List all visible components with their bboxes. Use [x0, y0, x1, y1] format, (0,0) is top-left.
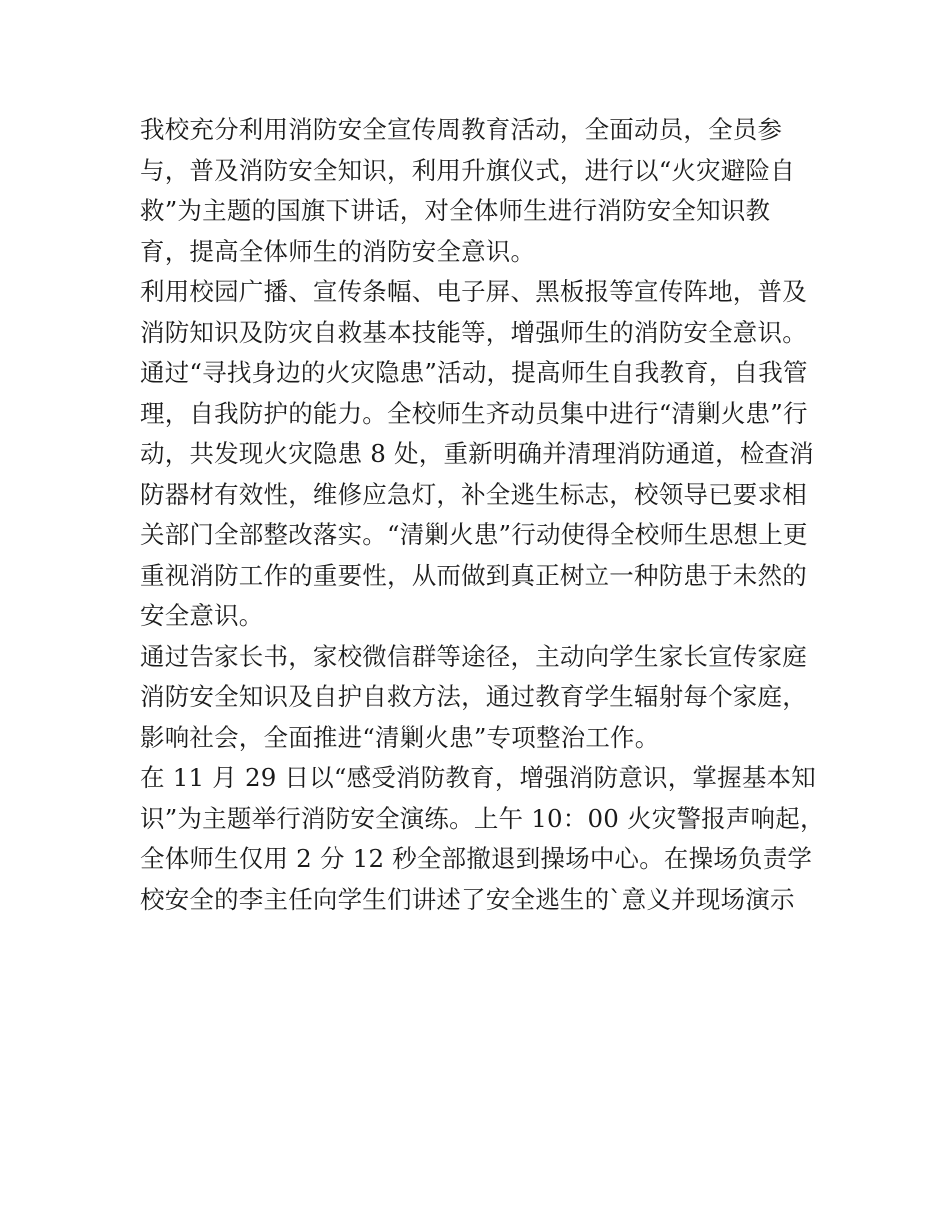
text-line: 我校充分利用消防安全宣传周教育活动，全面动员，全员参 [140, 115, 783, 144]
text-line: 与，普及消防安全知识，利用升旗仪式，进行以“火灾避险自 [140, 155, 795, 185]
text-line: 在 11 月 29 日以“感受消防教育，增强消防意识，掌握基本知 [140, 763, 816, 792]
text-line: 通过“寻找身边的火灾隐患”活动，提高师生自我教育，自我管 [140, 358, 808, 387]
text-line: 消防知识及防灾自救基本技能等，增强师生的消防安全意识。 [140, 317, 807, 347]
text-line: 防器材有效性，维修应急灯，补全逃生标志，校领导已要求相 [140, 479, 807, 509]
text-line: 全体师生仅用 2 分 12 秒全部撤退到操场中心。在操场负责学 [140, 844, 813, 873]
text-line: 识”为主题举行消防安全演练。上午 10：00 火灾警报声响起， [140, 803, 825, 833]
text-line: 影响社会，全面推进“清剿火患”专项整治工作。 [140, 722, 660, 752]
text-line: 重视消防工作的重要性，从而做到真正树立一种防患于未然的 [140, 560, 807, 590]
text-line: 理，自我防护的能力。全校师生齐动员集中进行“清剿火患”行 [140, 398, 808, 428]
text-line: 消防安全知识及自护自救方法，通过教育学生辐射每个家庭， [140, 682, 807, 711]
text-line: 动，共发现火灾隐患 8 处，重新明确并清理消防通道，检查消 [140, 439, 814, 468]
text-line: 通过告家长书，家校微信群等途径，主动向学生家长宣传家庭 [140, 641, 807, 671]
text-line: 育，提高全体师生的消防安全意识。 [140, 236, 536, 266]
text-line: 利用校园广播、宣传条幅、电子屏、黑板报等宣传阵地，普及 [140, 277, 807, 306]
text-line: 安全意识。 [140, 601, 264, 630]
document-body [140, 110, 825, 920]
text-line: 关部门全部整改落实。“清剿火患”行动使得全校师生思想上更 [140, 520, 808, 549]
text-line: 救”为主题的国旗下讲话，对全体师生进行消防安全知识教 [140, 196, 771, 225]
text-line: 校安全的李主任向学生们讲述了安全逃生的`意义并现场演示 [140, 884, 795, 914]
